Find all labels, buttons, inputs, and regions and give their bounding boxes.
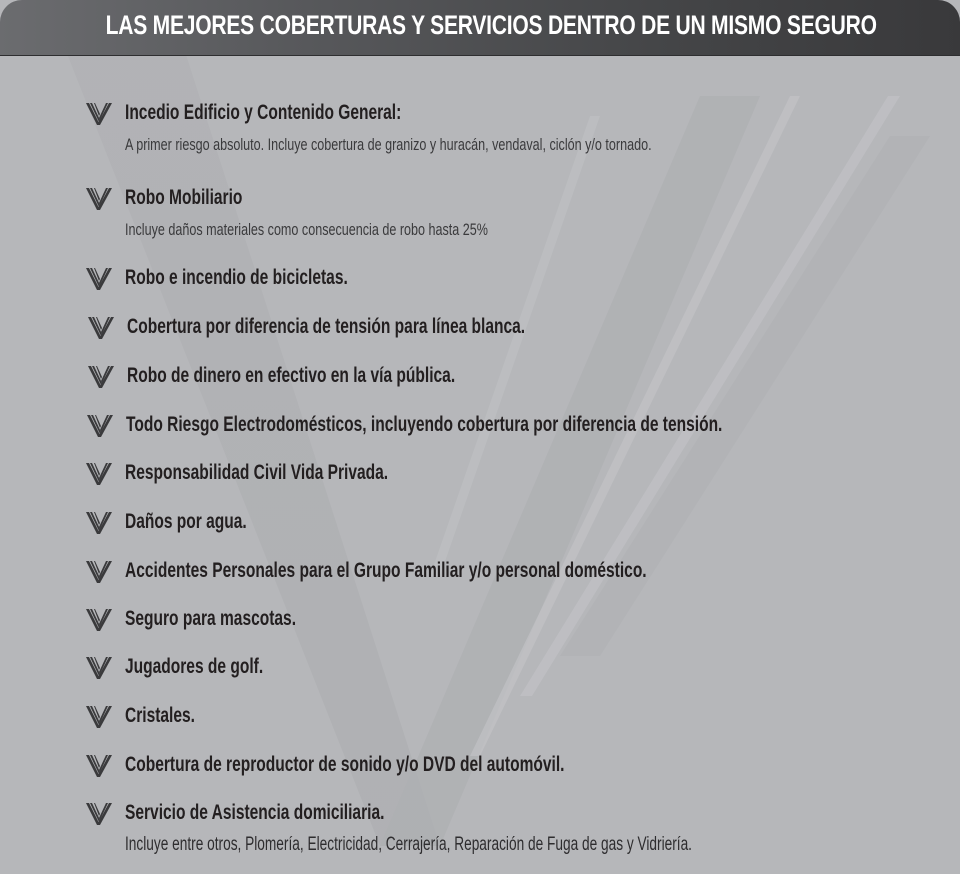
item-title: Robo Mobiliario <box>125 186 243 209</box>
item-title: Todo Riesgo Electrodomésticos, incluyendo cobertura por diferencia de tensión. <box>126 413 723 436</box>
v-chevron-icon <box>86 803 112 825</box>
item-title: Servicio de Asistencia domiciliaria. <box>125 801 385 824</box>
v-chevron-icon <box>86 103 112 125</box>
item-desc: Incluye daños materiales como consecuencia de robo hasta 25% <box>125 220 488 239</box>
v-chevron-icon <box>88 366 114 388</box>
item-title: Jugadores de golf. <box>125 655 264 678</box>
item-title: Responsabilidad Civil Vida Privada. <box>125 461 389 484</box>
header-bar <box>0 0 960 56</box>
page-title: LAS MEJORES COBERTURAS Y SERVICIOS DENTRO DE UN MISMO SEGURO <box>105 10 877 40</box>
v-chevron-icon <box>86 755 112 777</box>
v-chevron-icon <box>86 561 112 583</box>
v-chevron-icon <box>88 317 114 339</box>
item-title: Daños por agua. <box>125 510 247 533</box>
item-title: Cobertura de reproductor de sonido y/o DVD del automóvil. <box>125 753 565 776</box>
v-chevron-icon <box>86 188 112 210</box>
v-chevron-icon <box>86 609 112 631</box>
v-chevron-icon <box>86 657 112 679</box>
item-title: Robo e incendio de bicicletas. <box>125 266 348 289</box>
v-chevron-icon <box>86 268 112 290</box>
item-title: Accidentes Personales para el Grupo Familiar y/o personal doméstico. <box>125 559 647 582</box>
item-title: Seguro para mascotas. <box>125 607 297 630</box>
item-title: Cristales. <box>125 704 195 727</box>
item-title: Incedio Edificio y Contenido General: <box>125 101 402 124</box>
v-chevron-icon <box>86 512 112 534</box>
item-title: Cobertura por diferencia de tensión para línea blanca. <box>127 315 526 338</box>
item-desc: A primer riesgo absoluto. Incluye cobertura de granizo y huracán, vendaval, ciclón y/o tornado. <box>125 135 652 154</box>
item-desc: Incluye entre otros, Plomería, Electricidad, Cerrajería, Reparación de Fuga de gas y Vidriería. <box>125 834 692 855</box>
v-chevron-icon <box>87 415 113 437</box>
v-chevron-icon <box>86 463 112 485</box>
v-chevron-icon <box>86 706 112 728</box>
coverage-panel <box>0 56 960 874</box>
item-title: Robo de dinero en efectivo en la vía pública. <box>127 364 456 387</box>
